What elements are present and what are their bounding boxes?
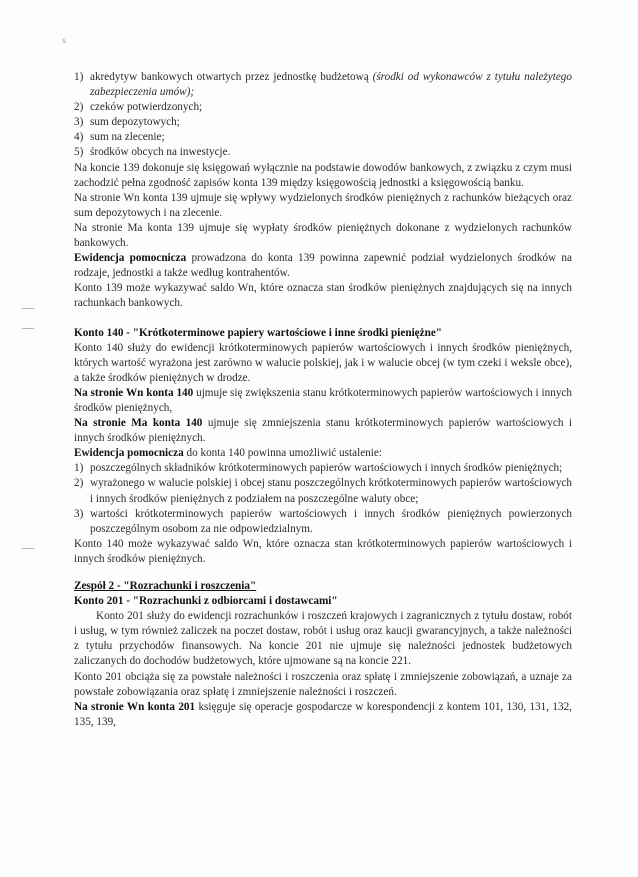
list-number: 3) <box>74 507 84 520</box>
paragraph-text: ujmuje się zwiększenia stanu krótkoterminowych papierów wartościowych i innych środków pieniężnych, <box>74 386 572 414</box>
list-item <box>74 130 572 145</box>
list-number: 4) <box>74 131 84 144</box>
list-text: wyrażonego w walucie polskiej i obcej stanu poszczególnych krótkoterminowych papierów wartościowych i innych środków pieniężnych z podziałem na poszczególne waluty obce; <box>90 477 572 505</box>
paragraph: Konto 139 może wykazywać saldo Wn, które oznacza stan środków pieniężnych znajdujących się na innych rachunkach bankowych. <box>74 282 572 310</box>
paragraph-text: prowadzona do konta 139 powinna zapewnić podział wydzielonych środków na rodzaje, jednostki a także według kontrahentów. <box>74 252 572 280</box>
paragraph <box>74 386 572 416</box>
list-item <box>74 507 572 537</box>
list-number: 3) <box>74 116 84 129</box>
bold-lead: Ewidencja pomocnicza <box>74 252 187 265</box>
list-text: poszczególnych składników krótkoterminowych papierów wartościowych i innych środków pieniężnych; <box>90 462 563 475</box>
list-text: czeków potwierdzonych; <box>90 101 203 114</box>
paragraph-text: księguje się operacje gospodarcze w korespondencji z kontem 101, 130, 131, 132, 135, 139, <box>74 700 572 728</box>
bold-lead: Na stronie Ma konta 140 <box>74 417 203 430</box>
section-heading-zespol: Zespół 2 - "Rozrachunki i roszczenia" <box>74 580 257 592</box>
list-item <box>74 70 572 100</box>
list-text: sum na zlecenie; <box>90 131 165 144</box>
paragraph <box>74 416 572 446</box>
list-a <box>74 70 572 161</box>
paragraph-text: ujmuje się zmniejszenia stanu krótkoterminowych papierów wartościowych i innych środków pieniężnych. <box>74 417 572 445</box>
bold-lead: Ewidencja pomocnicza <box>74 447 184 460</box>
list-number: 1) <box>74 71 84 83</box>
list-text: wartości krótkoterminowych papierów wartościowych i innych środków pieniężnych powierzonych poszczególnym osobom za nie odpowiedzialnym. <box>90 507 572 535</box>
document-body <box>74 70 572 730</box>
margin-mark <box>22 328 34 329</box>
section-heading-140: Konto 140 - "Krótkoterminowe papiery wartościowe i inne środki pieniężne" <box>74 326 443 339</box>
list-item <box>74 100 572 115</box>
list-number: 2) <box>74 101 84 114</box>
paragraph: Na koncie 139 dokonuje się księgowań wyłącznie na podstawie dowodów bankowych, z związku z czym musi zachodzić pełna zgodność zapisów konta 139 między księgowością jednostki a księgowością banku. <box>74 161 572 189</box>
list-b <box>74 461 572 536</box>
list-text: akredytyw bankowych otwartych przez jednostkę budżetową <box>90 71 373 83</box>
list-item <box>74 476 572 506</box>
paragraph-text: do konta 140 powinna umożliwić ustalenie: <box>183 447 382 460</box>
paragraph <box>74 251 572 281</box>
section-heading-201: Konto 201 - "Rozrachunki z odbiorcami i dostawcami" <box>74 595 338 608</box>
list-text-italic: (środki od wykonawców z tytułu należytego zabezpieczenia umów); <box>90 71 572 99</box>
paragraph: Konto 140 służy do ewidencji krótkoterminowych papierów wartościowych i innych środków pieniężnych, których wartość wyrażona jest zarówno w walucie polskiej, jak i w walucie obcej (w tym czeki i weksle obce), a także środków pieniężnych w drodze. <box>74 341 572 384</box>
list-item <box>74 145 572 160</box>
bold-lead: Na stronie Wn konta 201 <box>74 700 196 713</box>
list-text: środków obcych na inwestycje. <box>90 146 231 159</box>
list-text: sum depozytowych; <box>90 116 180 129</box>
paragraph <box>74 700 572 730</box>
paragraph <box>74 446 572 461</box>
paragraph: Na stronie Ma konta 139 ujmuje się wypłaty środków pieniężnych dokonane z wydzielonych rachunków bankowych. <box>74 221 572 250</box>
paragraph: Konto 140 może wykazywać saldo Wn, które oznacza stan krótkoterminowych papierów wartościowych i innych środków pieniężnych. <box>74 537 572 565</box>
margin-mark <box>22 548 34 549</box>
list-number: 1) <box>74 462 84 475</box>
list-number: 2) <box>74 477 84 490</box>
paragraph: Konto 201 służy do ewidencji rozrachunków i roszczeń krajowych i zagranicznych z tytułu dostaw, robót i usług, w tym również zaliczek na poczet dostaw, robót i usług oraz kaucji gwarancyjnych, a także należności z tytułu przychodów finansowych. Na koncie 201 nie ujmuje się należności jednostek budżetowych zaliczanych do dochodów budżetowych, które ujmowane są na koncie 221. <box>74 610 572 668</box>
top-mark: s <box>62 36 67 45</box>
list-item <box>74 115 572 130</box>
margin-mark <box>22 308 34 309</box>
paragraph: Na stronie Wn konta 139 ujmuje się wpływy wydzielonych środków pieniężnych z rachunków bieżących oraz sum depozytowych i na zlecenie. <box>74 191 572 219</box>
list-number: 5) <box>74 146 84 159</box>
paragraph: Konto 201 obciąża się za powstałe należności i roszczenia oraz spłatę i zmniejszenie zobowiązań, a uznaje za powstałe zobowiązania oraz spłatę i zmniejszenie należności i roszczeń. <box>74 670 572 698</box>
bold-lead: Na stronie Wn konta 140 <box>74 386 194 399</box>
list-item <box>74 461 572 476</box>
